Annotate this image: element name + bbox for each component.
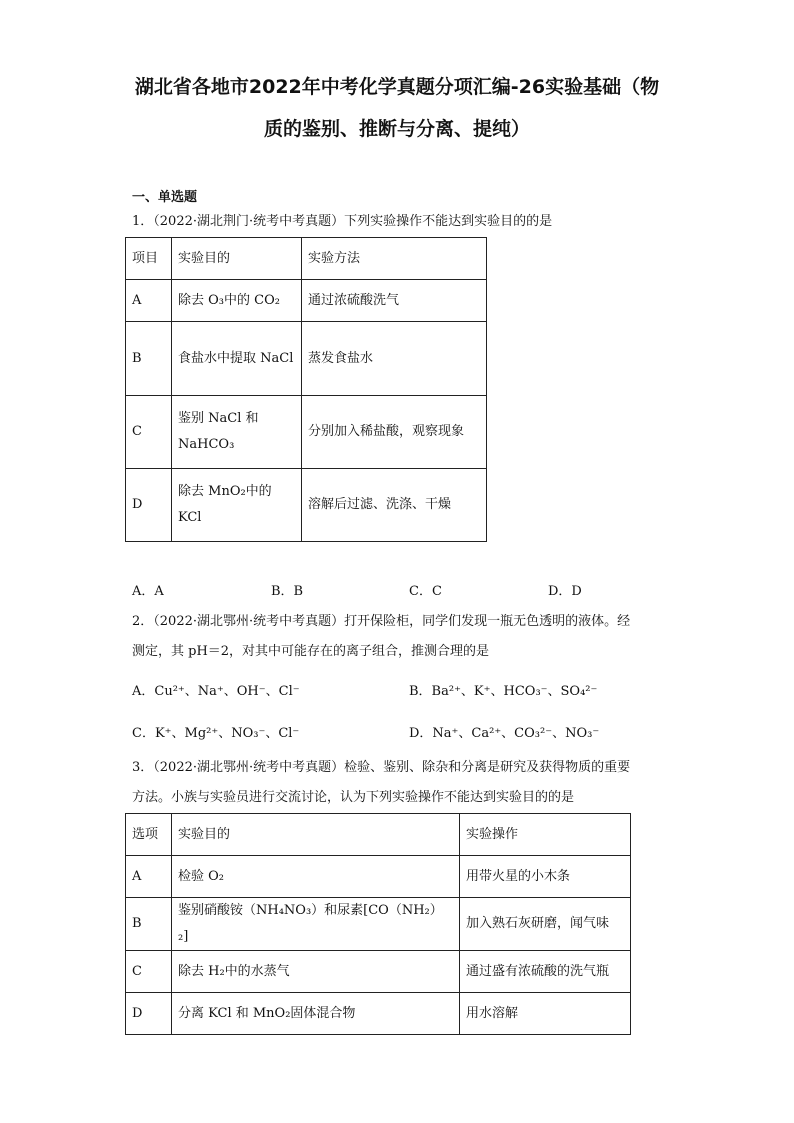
table-cell: A bbox=[126, 856, 172, 898]
q1-option-b: B．B bbox=[271, 584, 304, 599]
table-cell: 溶解后过滤、洗涤、干燥 bbox=[302, 469, 487, 542]
table-cell: 蒸发食盐水 bbox=[302, 322, 487, 396]
table-cell: 除去 H₂中的水蒸气 bbox=[172, 951, 460, 993]
q3-stem-line-2: 方法。小族与实验员进行交流讨论，认为下列实验操作不能达到实验目的的是 bbox=[132, 790, 575, 805]
table-cell: A bbox=[126, 280, 172, 322]
table-cell: 用水溶解 bbox=[460, 993, 631, 1035]
table-cell: 分别加入稀盐酸，观察现象 bbox=[302, 396, 487, 469]
table-header-cell: 实验目的 bbox=[172, 814, 460, 856]
q1-stem: 1．（2022·湖北荆门·统考中考真题）下列实验操作不能达到实验目的的是 bbox=[132, 214, 553, 229]
q1-option-d: D．D bbox=[548, 584, 582, 599]
q3-stem-line-1: 3．（2022·湖北鄂州·统考中考真题）检验、鉴别、除杂和分离是研究及获得物质的重要 bbox=[132, 760, 631, 775]
q3-stem bbox=[132, 753, 664, 813]
table-header-cell: 选项 bbox=[126, 814, 172, 856]
table-row bbox=[126, 951, 631, 993]
q2-option-c: C．K⁺、Mg²⁺、NO₃⁻、Cl⁻ bbox=[132, 726, 300, 741]
table-cell: 除去 MnO₂中的 KCl bbox=[172, 469, 302, 542]
table-row bbox=[126, 322, 487, 396]
table-row bbox=[126, 280, 487, 322]
q2-option-b: B．Ba²⁺、K⁺、HCO₃⁻、SO₄²⁻ bbox=[409, 684, 598, 699]
table-row bbox=[126, 993, 631, 1035]
table-cell: 鉴别 NaCl 和 NaHCO₃ bbox=[172, 396, 302, 469]
q2-option-a: A．Cu²⁺、Na⁺、OH⁻、Cl⁻ bbox=[132, 684, 300, 699]
table-header-row bbox=[126, 814, 631, 856]
table-cell: D bbox=[126, 469, 172, 542]
table-header-cell: 实验方法 bbox=[302, 238, 487, 280]
document-title bbox=[100, 66, 694, 150]
table-cell: 鉴别硝酸铵（NH₄NO₃）和尿素[CO（NH₂）₂] bbox=[172, 898, 460, 951]
table-row bbox=[126, 898, 631, 951]
q3-table bbox=[125, 813, 631, 1035]
table-cell: C bbox=[126, 951, 172, 993]
table-cell: B bbox=[126, 898, 172, 951]
title-line-2: 质的鉴别、推断与分离、提纯） bbox=[263, 118, 530, 140]
section-heading: 一、单选题 bbox=[132, 190, 198, 205]
table-cell: 加入熟石灰研磨，闻气味 bbox=[460, 898, 631, 951]
table-cell: 用带火星的小木条 bbox=[460, 856, 631, 898]
q1-table bbox=[125, 237, 487, 542]
table-cell: 食盐水中提取 NaCl bbox=[172, 322, 302, 396]
table-header-row bbox=[126, 238, 487, 280]
table-cell: 除去 O₃中的 CO₂ bbox=[172, 280, 302, 322]
table-header-cell: 实验目的 bbox=[172, 238, 302, 280]
table-cell: C bbox=[126, 396, 172, 469]
title-line-1: 湖北省各地市2022年中考化学真题分项汇编-26实验基础（物 bbox=[134, 76, 660, 98]
table-cell: 通过盛有浓硫酸的洗气瓶 bbox=[460, 951, 631, 993]
q2-stem bbox=[132, 607, 664, 667]
q2-option-d: D．Na⁺、Ca²⁺、CO₃²⁻、NO₃⁻ bbox=[409, 726, 600, 741]
table-row bbox=[126, 856, 631, 898]
table-row bbox=[126, 469, 487, 542]
table-row bbox=[126, 396, 487, 469]
table-cell: 检验 O₂ bbox=[172, 856, 460, 898]
table-cell: D bbox=[126, 993, 172, 1035]
table-header-cell: 实验操作 bbox=[460, 814, 631, 856]
table-cell: B bbox=[126, 322, 172, 396]
q1-option-a: A．A bbox=[132, 584, 164, 599]
q2-stem-line-1: 2．（2022·湖北鄂州·统考中考真题）打开保险柜，同学们发现一瓶无色透明的液体。经 bbox=[132, 614, 631, 629]
table-cell: 分离 KCl 和 MnO₂固体混合物 bbox=[172, 993, 460, 1035]
q1-option-c: C．C bbox=[409, 584, 442, 599]
table-header-cell: 项目 bbox=[126, 238, 172, 280]
table-cell: 通过浓硫酸洗气 bbox=[302, 280, 487, 322]
q2-stem-line-2: 测定，其 pH＝2，对其中可能存在的离子组合，推测合理的是 bbox=[132, 644, 490, 659]
